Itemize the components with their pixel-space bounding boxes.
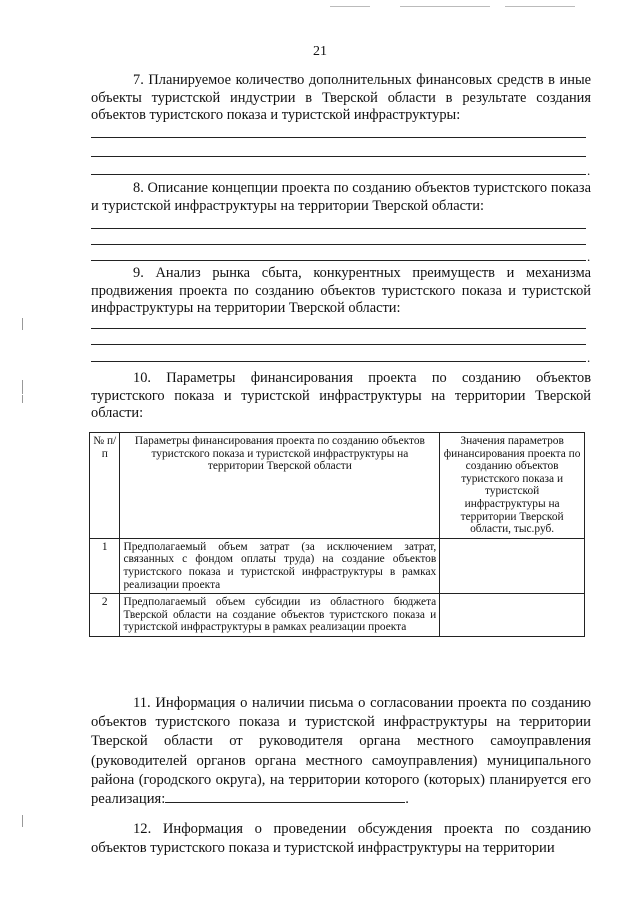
answer-line[interactable] — [91, 260, 586, 261]
section-11-text: 11. Информация о наличии письма о согласовании проекта по созданию объектов туристского показа и туристской инфраструктуры на территории Тверской области от руководителя органа местного самоуправления (руководителей органов органа местного самоуправления) муниципального района (городского округа), на территории которого (которых) планируется его реализация: . — [91, 695, 591, 808]
row-param: Предполагаемый объем затрат (за исключением затрат, связанных с фондом оплаты труда) на создание объектов туристского показа и туристской инфраструктуры в рамках реализации проекта — [120, 538, 440, 593]
section-8 — [91, 180, 591, 215]
scan-artifact — [330, 6, 370, 7]
section-7-text: 7. Планируемое количество дополнительных финансовых средств в иные объекты туристской индустрии в Тверской области в результате создания объектов туристского показа и туристской инфраструктуры: — [91, 72, 591, 123]
row-param: Предполагаемый объем субсидии из областного бюджета Тверской области на создание объектов туристского показа и туристской инфраструктуры в рамках реализации проекта — [120, 594, 440, 637]
section-10 — [91, 370, 591, 423]
row-value-cell[interactable] — [440, 594, 585, 637]
page-number: 21 — [313, 44, 327, 59]
answer-line[interactable] — [91, 174, 586, 175]
row-num: 2 — [90, 594, 120, 637]
scan-artifact — [22, 380, 23, 394]
section-7 — [91, 72, 591, 125]
answer-line[interactable] — [91, 244, 586, 245]
answer-line[interactable] — [91, 328, 586, 329]
row-value-cell[interactable] — [440, 538, 585, 593]
scan-artifact — [22, 395, 23, 403]
section-9 — [91, 265, 591, 318]
header-num: № п/п — [90, 433, 120, 539]
answer-line[interactable] — [91, 344, 586, 345]
answer-line[interactable] — [91, 156, 586, 157]
scan-artifact — [22, 318, 23, 330]
period-mark: . — [587, 249, 591, 264]
section-8-text: 8. Описание концепции проекта по созданию объектов туристского показа и туристской инфраструктуры на территории Тверской области: — [91, 180, 591, 214]
period-mark: . — [587, 163, 591, 178]
period-mark: . — [587, 350, 591, 365]
scan-artifact — [400, 6, 490, 7]
period-mark: . — [405, 791, 409, 808]
table-row — [90, 538, 585, 593]
table-header-row — [90, 433, 585, 539]
financing-parameters-table — [89, 432, 585, 637]
scan-artifact — [505, 6, 575, 7]
section-12-text: 12. Информация о проведении обсуждения проекта по созданию объектов туристского показа и туристской инфраструктуры на территории — [91, 821, 591, 857]
section-9-text: 9. Анализ рынка сбыта, конкурентных преимуществ и механизма продвижения проекта по созданию объектов туристского показа и туристской инфраструктуры на территории Тверской области: — [91, 265, 591, 316]
answer-line[interactable] — [91, 137, 586, 138]
section-12 — [91, 820, 591, 858]
table-row — [90, 594, 585, 637]
header-param: Параметры финансирования проекта по созданию объектов туристского показа и туристской инфраструктуры на территории Тверской области — [120, 433, 440, 539]
header-value: Значения параметров финансирования проекта по созданию объектов туристского показа и туристской инфраструктуры на территории Тверской области, тыс.руб. — [440, 433, 585, 539]
row-num: 1 — [90, 538, 120, 593]
section-10-text: 10. Параметры финансирования проекта по созданию объектов туристского показа и туристской инфраструктуры на территории Тверской области: — [91, 370, 591, 421]
answer-line[interactable] — [91, 228, 586, 229]
answer-line[interactable] — [91, 361, 586, 362]
answer-fill-line[interactable] — [165, 790, 405, 803]
scan-artifact — [22, 815, 23, 827]
section-11 — [91, 694, 591, 809]
